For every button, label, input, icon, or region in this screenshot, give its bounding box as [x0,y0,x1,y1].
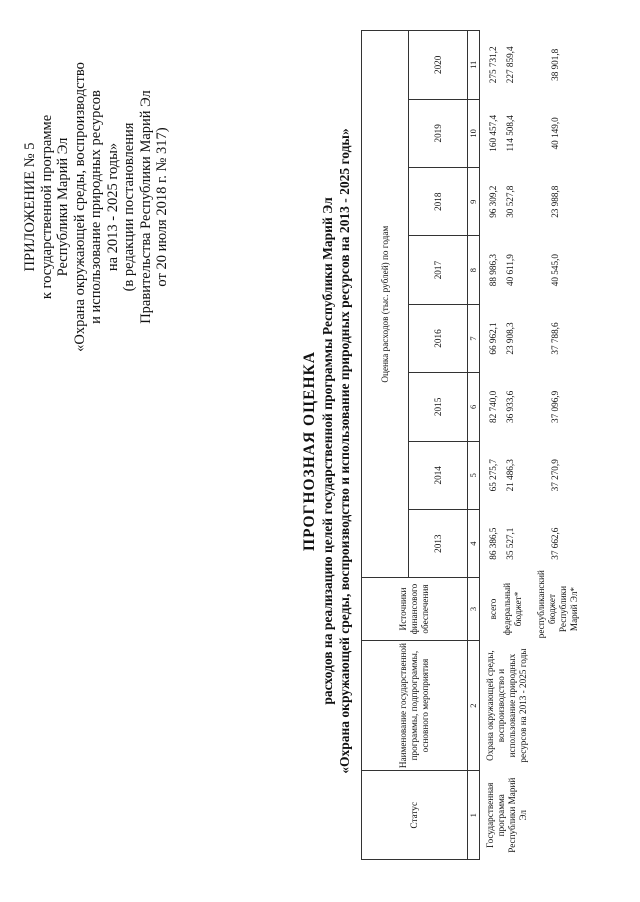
column-number: 2 [468,640,480,771]
year-values [480,236,582,304]
column-number: 4 [468,509,480,577]
column-number: 6 [468,373,480,441]
appendix-line: на 2013 - 2025 годы» [104,142,121,272]
header-year: 2020 [409,31,468,100]
header-year: 2014 [409,441,468,509]
year-values [480,441,582,509]
value-total: 160 457,4 [488,114,498,152]
appendix-line: Правительства Республики Марий Эл [137,90,154,324]
header-estimate: Оценка расходов (тыс. рублей) по годам [362,31,409,578]
year-values [480,99,582,167]
year-values [480,373,582,441]
year-values [480,168,582,236]
column-number: 10 [468,99,480,167]
header-row [362,31,409,860]
appendix-line: от 20 июля 2018 г. № 317) [154,127,170,287]
header-year: 2018 [409,168,468,236]
row-status: Государственная программа Республики Марий Эл [485,777,528,853]
appendix-line: «Охрана окружающей среды, воспроизводство [71,62,88,352]
value-total: 66 962,1 [488,322,498,355]
value-republic: 37 788,6 [550,322,560,355]
header-name: Наименование государственной программы, подпрограммы, основного мероприятия [362,640,468,771]
appendix-line: ПРИЛОЖЕНИЕ № 5 [22,142,38,272]
value-republic: 37 270,9 [550,459,560,492]
title-line-2: «Охрана окружающей среды, воспроизводство и использование природных ресурсов на 2013 - 2025 годы» [337,128,352,774]
source-total: всего [488,598,498,620]
value-total: 86 386,5 [488,527,498,560]
source-republic: республиканский бюджет Республики Марий Эл* [536,570,579,639]
row-sources [480,570,582,640]
header-source: Источники финансового обеспечения [362,578,468,640]
column-number: 11 [468,31,480,100]
column-number: 3 [468,578,480,640]
value-total: 65 275,7 [488,459,498,492]
appendix-line: и использование природных ресурсов [88,90,104,324]
header-year: 2013 [409,509,468,577]
appendix-line: к государственной программе [38,114,55,300]
value-federal: 30 527,8 [505,185,515,218]
value-total: 96 309,2 [488,185,498,218]
value-republic: 38 901,8 [550,48,560,81]
value-federal: 21 486,3 [505,459,515,492]
header-year: 2019 [409,99,468,167]
row-name: Охрана окружающей среды, воспроизводство и использование природных ресурсов на 2013 - 2025 годы [485,648,528,763]
title-main: ПРОГНОЗНАЯ ОЦЕНКА [301,351,318,551]
value-total: 88 986,3 [488,254,498,287]
value-republic: 40 545,0 [550,254,560,287]
value-republic: 40 149,0 [550,117,560,150]
year-values [480,304,582,372]
column-number: 5 [468,441,480,509]
value-republic: 37 096,9 [550,390,560,423]
document-title [300,40,353,862]
year-values [480,31,582,100]
column-number-row [468,31,480,860]
header-year: 2016 [409,304,468,372]
column-number: 1 [468,771,480,860]
value-federal: 23 908,3 [505,322,515,355]
value-total: 82 740,0 [488,390,498,423]
year-values [480,509,582,577]
column-number: 9 [468,168,480,236]
source-federal: федеральный бюджет* [502,582,523,636]
value-federal: 40 611,9 [505,254,515,287]
value-federal: 227 859,4 [505,46,515,84]
value-republic: 23 988,8 [550,185,560,218]
value-republic: 37 662,6 [550,527,560,560]
value-federal: 35 527,1 [505,527,515,560]
appendix-line: Республики Марий Эл [55,137,71,277]
appendix-line: (в редакции постановления [121,122,137,292]
value-total: 275 731,2 [488,46,498,84]
column-number: 8 [468,236,480,304]
expenditure-table [361,30,581,860]
header-year: 2015 [409,373,468,441]
title-line-1: расходов на реализацию целей государственной программы Республики Марий Эл [320,197,335,705]
header-year: 2017 [409,236,468,304]
appendix-header [22,17,171,397]
value-federal: 36 933,6 [505,390,515,423]
value-federal: 114 508,4 [505,115,515,152]
header-status: Статус [362,771,468,860]
column-number: 7 [468,304,480,372]
table-row [480,31,582,860]
